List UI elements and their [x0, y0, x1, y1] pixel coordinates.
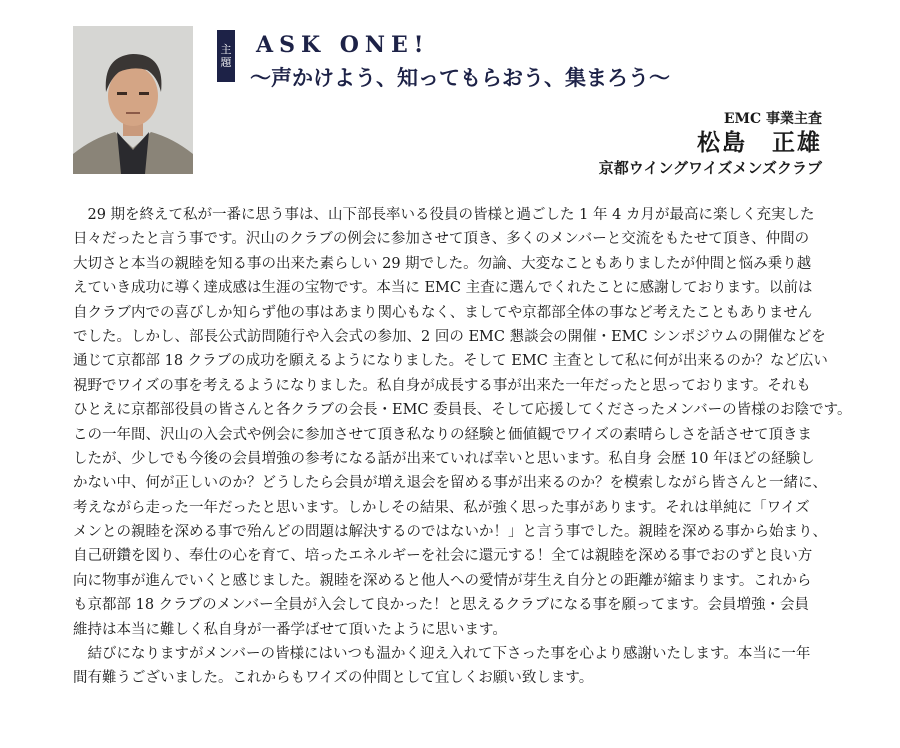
- body-line: でした。しかし、部長公式訪問随行や入会式の参加、2 回の EMC 懇談会の開催・EMC シンポジウムの開催などを: [73, 328, 826, 345]
- theme-badge: [217, 30, 235, 82]
- body-line: 結びになりますがメンバーの皆様にはいつも温かく迎え入れて下さった事を心より感謝いたします。本当に一年: [73, 646, 811, 663]
- body-line: 向に物事が進んでいくと感じました。親睦を深めると他人への愛情が芽生え自分との距離が縮まります。これから: [73, 572, 812, 589]
- author-role: EMC 事業主査: [723, 111, 822, 127]
- body-line: 考えながら走った一年だったと思います。しかしその結果、私が強く思った事があります。それは単純に「ワイズ: [73, 499, 810, 516]
- body-line: 自己研鑽を図り、奉仕の心を育て、培ったエネルギーを社会に還元する！全ては親睦を深める事でおのずと良い方: [73, 548, 813, 565]
- portrait-image: [73, 26, 193, 174]
- body-line: 間有難うございました。これからもワイズの仲間として宜しくお願い致します。: [73, 670, 594, 687]
- body-line: も京都部 18 クラブのメンバー全員が入会して良かった！と思えるクラブになる事を願ってます。会員増強・会員: [73, 597, 809, 614]
- body-line: 視野でワイズの事を考えるようになりました。私自身が成長する事が出来た一年だったと思っております。それも: [73, 377, 811, 394]
- body-line: この一年間、沢山の入会式や例会に参加させて頂き私なりの経験と価値観でワイズの素晴らしさを話させて頂きま: [73, 426, 812, 443]
- article-body: [73, 203, 852, 691]
- body-line: 日々だったと言う事です。沢山のクラブの例会に参加させて頂き、多くのメンバーと交流をもたせて頂き、仲間の: [73, 231, 810, 248]
- body-line: 29 期を終えて私が一番に思う事は、山下部長率いる役員の皆様と過ごした 1 年 4 カ月が最高に楽しく充実した: [73, 207, 815, 223]
- body-line: えていき成功に導く達成感は生涯の宝物です。本当に EMC 主査に選んでくれたことに感謝しております。以前は: [73, 280, 813, 297]
- author-name: 松島 正雄: [697, 129, 822, 156]
- body-line: 通じて京都部 18 クラブの成功を願えるようになりました。そして EMC 主査として私に何が出来るのか？など広い: [73, 353, 828, 370]
- body-line: したが、少しでも今後の会員増強の参考になる話が出来ていれば幸いと思います。私自身 会歴 10 年ほどの経験し: [73, 450, 815, 467]
- theme-badge-char-1: 主: [220, 43, 232, 56]
- title-japanese: ～声かけよう、知ってもらおう、集まろう～: [250, 65, 670, 90]
- body-line: 自クラブ内での喜びしか知らず他の事はあまり関心もなく、ましてや京都部全体の事など考えたこともありません: [73, 304, 813, 321]
- body-line: 維持は本当に難しく私自身が一番学ばせて頂いたように思います。: [73, 621, 507, 638]
- body-line: かない中、何が正しいのか？どうしたら会員が増え退会を留める事が出来るのか？を模索しながら皆さんと一緒に、: [73, 475, 827, 492]
- theme-badge-char-2: 題: [220, 56, 232, 69]
- body-line: ひとえに京都部役員の皆さんと各クラブの会長・EMC 委員長、そして応援してくださったメンバーの皆様のお陰です。: [73, 402, 852, 419]
- author-block: [599, 110, 822, 178]
- body-line: 大切さと本当の親睦を知る事の出来た素らしい 29 期でした。勿論、大変なこともありましたが仲間と悩み乗り越: [73, 255, 812, 272]
- author-club: 京都ウイングワイズメンズクラブ: [598, 159, 822, 177]
- title-english: ASK ONE!: [256, 32, 430, 58]
- author-portrait-photo: [73, 26, 193, 174]
- body-line: メンとの親睦を深める事で殆んどの問題は解決するのではないか！」と言う事でした。親睦を深める事から始まり、: [73, 524, 827, 541]
